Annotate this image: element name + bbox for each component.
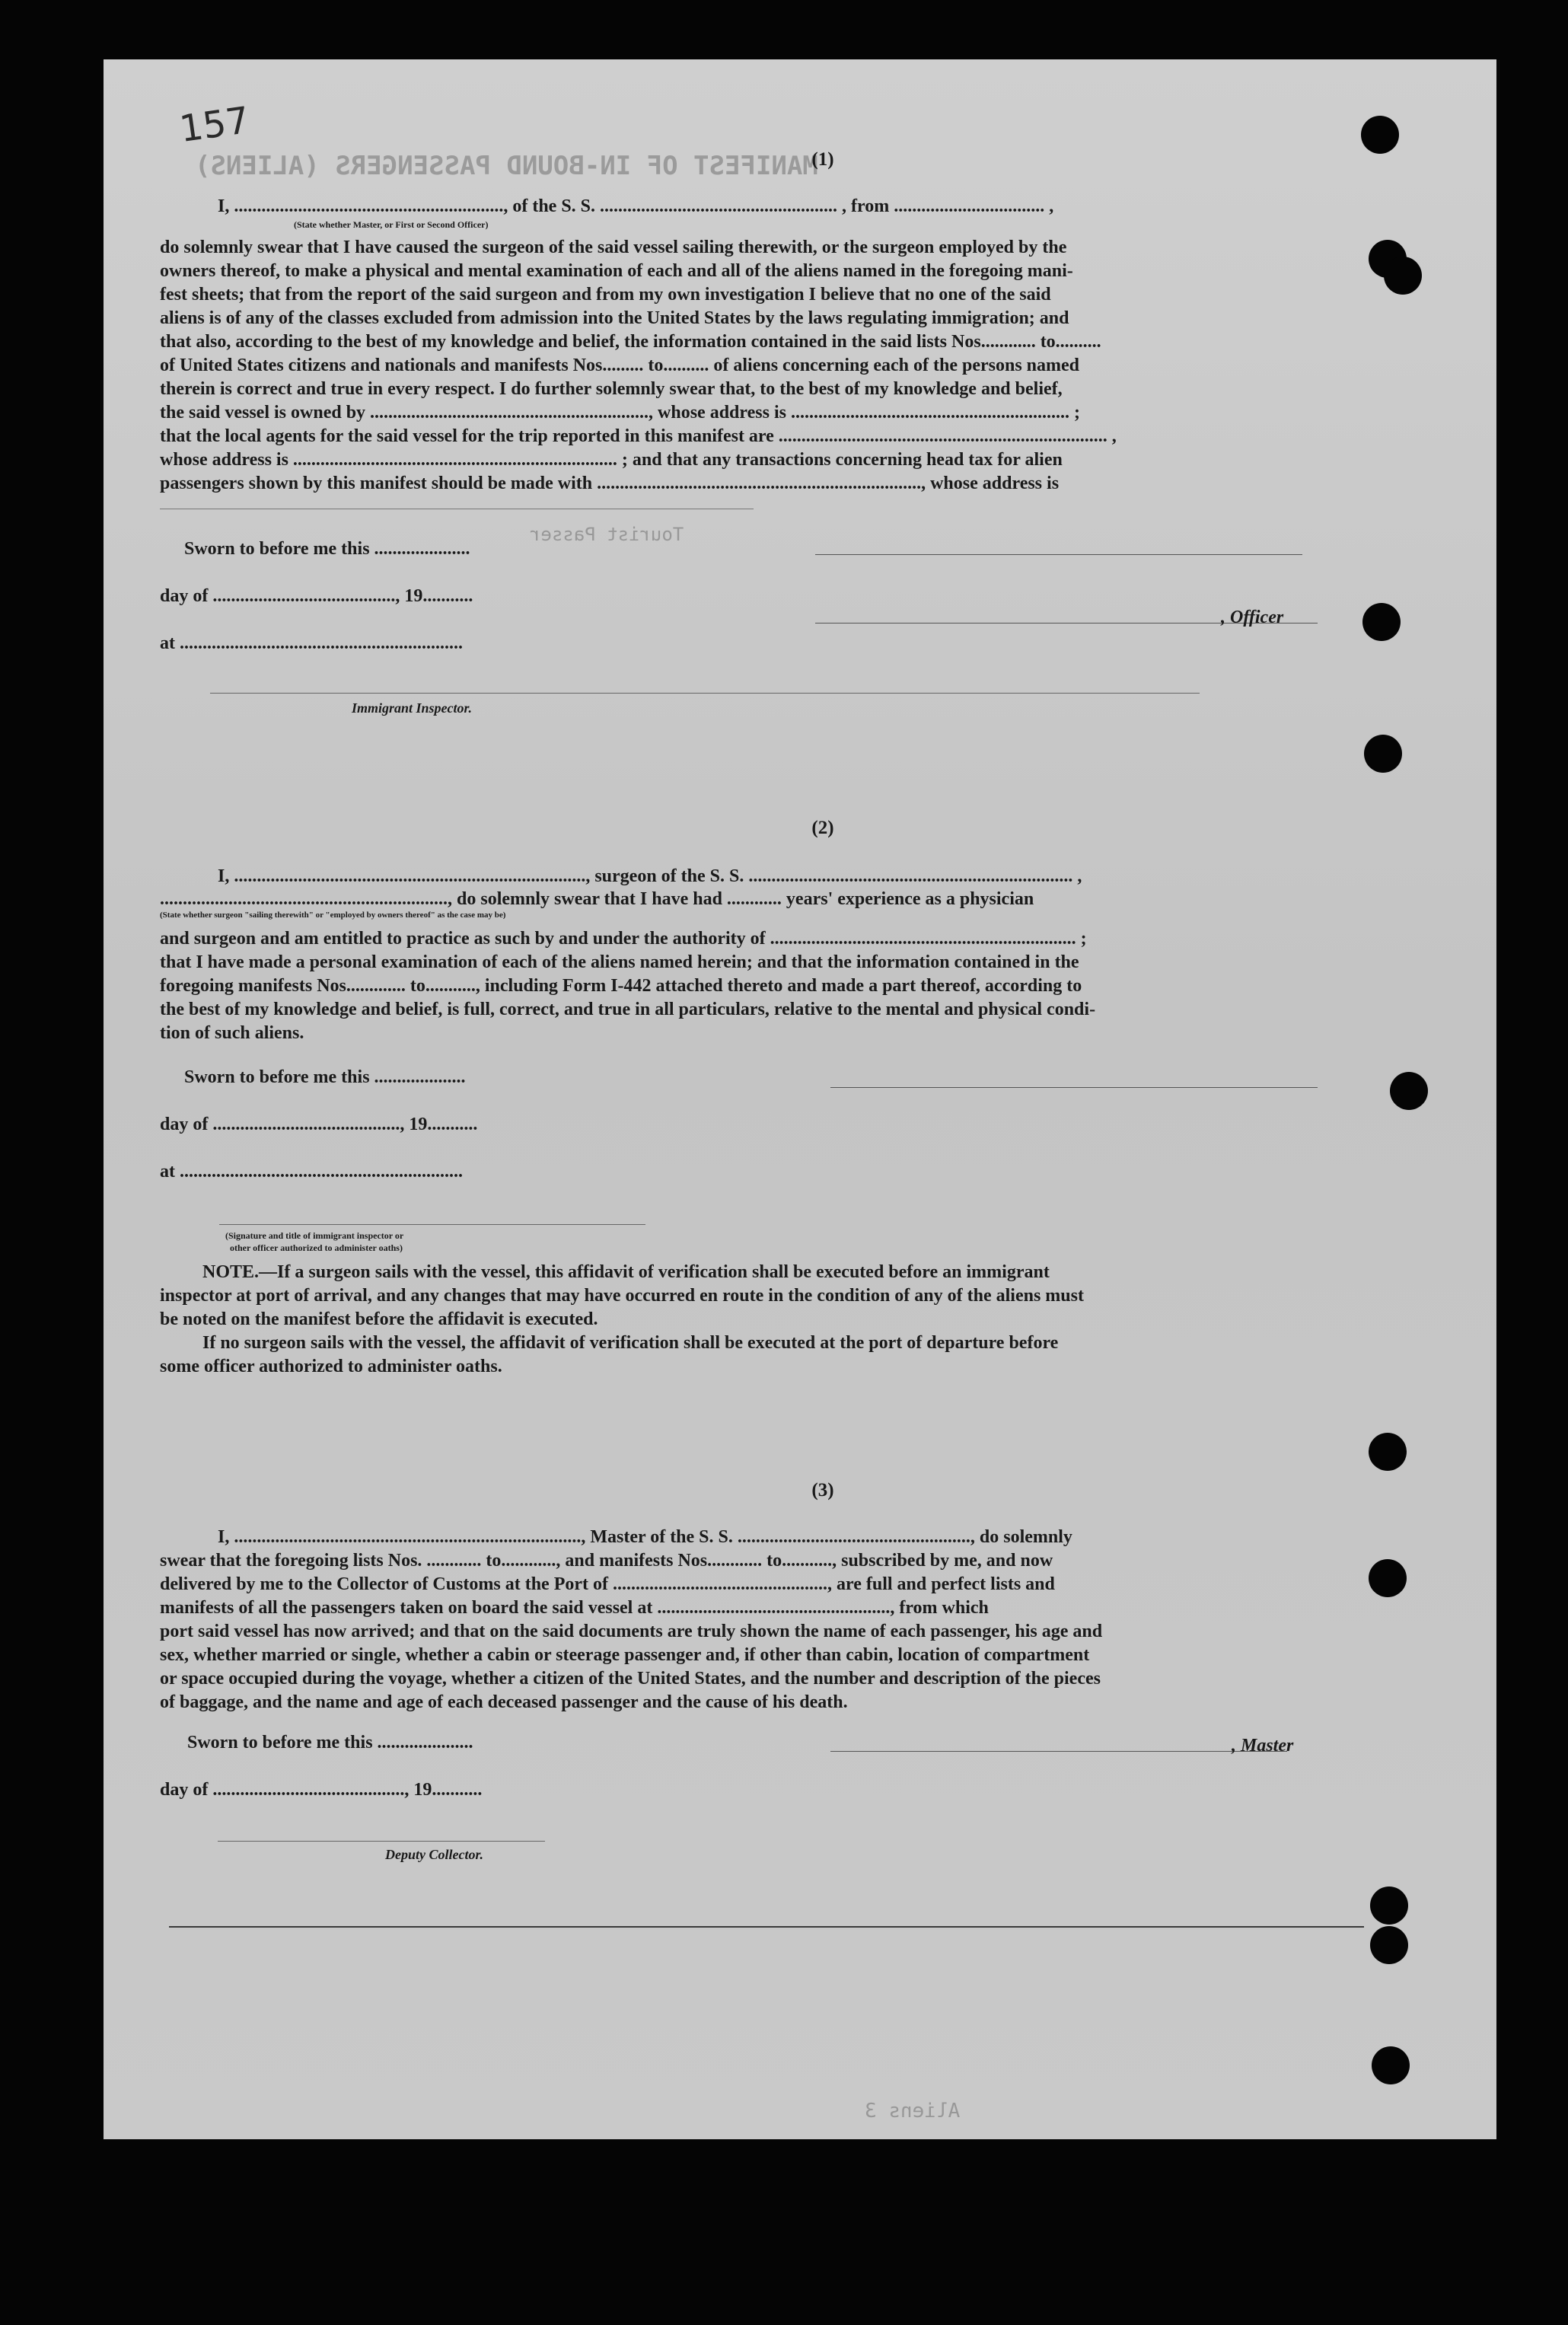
surgeon-signature-line (830, 1087, 1318, 1088)
text-line: swear that the foregoing lists Nos. ............ to............, and manifests Nos............ to..........., subscribed by me, and now (160, 1551, 1053, 1571)
text-line: the best of my knowledge and belief, is full, correct, and true in all particulars, relative to the mental and physical condi- (160, 1000, 1096, 1019)
text-line: passengers shown by this manifest should be made with ......................................................................., whose address is (160, 474, 1060, 493)
text-line: the said vessel is owned by ............................................................., whose address is ............................................................. ; (160, 403, 1080, 423)
text-line: and surgeon and am entitled to practice as such by and under the authority of ................................................................... ; (160, 929, 1087, 949)
collector-label: Deputy Collector. (385, 1847, 483, 1862)
day-line-1: day of ........................................, 19........... (160, 586, 473, 606)
text-line: foregoing manifests Nos............. to..........., including Form I-442 attached thereto and made a part thereof, according to (160, 976, 1082, 996)
section3-body (160, 1526, 1408, 1714)
day-line-3: day of .........................................., 19........... (160, 1780, 483, 1800)
sworn-line-3: Sworn to before me this ..................... (187, 1733, 473, 1753)
punch-hole (1369, 1559, 1407, 1597)
bleed-through-text: MANIFEST OF IN-BOUND PASSENGERS (ALIENS) (195, 151, 818, 181)
signature-line (815, 554, 1302, 555)
section1-intro-line: I, ..........................................................., of the S. S. .................................................... , from ................................. , (218, 196, 1054, 216)
text-line: that I have made a personal examination of each of the aliens named herein; and that the information contained in the (160, 952, 1079, 972)
punch-hole (1369, 1433, 1407, 1471)
bottom-rule (169, 1926, 1364, 1928)
inspector-signature-line (210, 693, 1200, 694)
inspector-label: Immigrant Inspector. (352, 700, 473, 716)
text-line: I, ............................................................................, Master of the S. S. ..................................................., do solemnly (218, 1527, 1072, 1547)
bleed-through-text: Tourist Passer (530, 524, 684, 545)
signature-caption-1: (Signature and title of immigrant inspector or (225, 1230, 404, 1241)
punch-hole (1384, 257, 1422, 295)
section-number-1: (1) (811, 149, 834, 170)
section2-body (160, 927, 1408, 1045)
inspector-signature-line-2 (219, 1224, 645, 1225)
note-line: be noted on the manifest before the affidavit is executed. (160, 1309, 598, 1329)
note-block (160, 1261, 1408, 1379)
punch-hole (1370, 1886, 1408, 1925)
section1-caption: (State whether Master, or First or Second Officer) (294, 219, 489, 230)
punch-hole (1362, 603, 1401, 641)
bleed-through-text: Aliens 3 (865, 2100, 961, 2122)
text-line: therein is correct and true in every respect. I do further solemnly swear that, to the best of my knowledge and belief, (160, 379, 1063, 399)
margin-number: 157 (177, 98, 253, 151)
note-line: NOTE.—If a surgeon sails with the vessel, this affidavit of verification shall be executed before an immigrant (202, 1262, 1050, 1282)
master-label: , Master (1232, 1736, 1294, 1756)
day-line-2: day of ........................................., 19........... (160, 1115, 478, 1134)
text-line: or space occupied during the voyage, whether a citizen of the United States, and the number and description of the pieces (160, 1669, 1101, 1689)
text-line: delivered by me to the Collector of Customs at the Port of ..............................................., are full and perfect lists and (160, 1574, 1055, 1594)
text-line: tion of such aliens. (160, 1023, 304, 1043)
text-line: port said vessel has now arrived; and that on the said documents are truly shown the name of each passenger, his age and (160, 1622, 1103, 1641)
section1-body (160, 236, 1408, 496)
text-line: that also, according to the best of my knowledge and belief, the information contained in the said lists Nos............ to.......... (160, 332, 1101, 352)
text-line: owners thereof, to make a physical and mental examination of each and all of the aliens named in the foregoing mani- (160, 261, 1073, 281)
section-number-2: (2) (811, 818, 834, 838)
note-line: If no surgeon sails with the vessel, the affidavit of verification shall be executed at the port of departure before (202, 1333, 1059, 1353)
text-line: that the local agents for the said vessel for the trip reported in this manifest are ........................................................................ , (160, 426, 1117, 446)
note-line: some officer authorized to administer oaths. (160, 1357, 502, 1376)
text-line: aliens is of any of the classes excluded from admission into the United States by the laws regulating immigration; and (160, 308, 1069, 328)
text-line: fest sheets; that from the report of the said surgeon and from my own investigation I believe that no one of the said (160, 285, 1051, 305)
text-line: of United States citizens and nationals and manifests Nos......... to.......... of aliens concerning each of the persons named (160, 356, 1080, 375)
text-line: do solemnly swear that I have caused the surgeon of the said vessel sailing therewith, or the surgeon employed by the (160, 238, 1067, 257)
officer-label: , Officer (1221, 608, 1284, 627)
master-signature-line (830, 1751, 1287, 1752)
punch-hole (1364, 735, 1402, 773)
section2-second-line: ..............................................................., do solemnly swear that I have had ............ years' experience as a physician (160, 889, 1034, 909)
section-number-3: (3) (811, 1480, 834, 1501)
text-line: sex, whether married or single, whether a cabin or steerage passenger and, if other than cabin, location of compartment (160, 1645, 1090, 1665)
text-line: whose address is ....................................................................... ; and that any transactions concerning head tax for alien (160, 450, 1063, 470)
collector-signature-line (218, 1841, 545, 1842)
sworn-line-2: Sworn to before me this .................... (184, 1067, 466, 1087)
signature-caption-2: other officer authorized to administer oaths) (230, 1242, 403, 1253)
sworn-line-1: Sworn to before me this ..................... (184, 539, 470, 559)
at-line-1: at .............................................................. (160, 633, 463, 653)
text-line: manifests of all the passengers taken on board the said vessel at ..................................................., from which (160, 1598, 989, 1618)
punch-hole (1372, 2046, 1410, 2084)
text-line: of baggage, and the name and age of each deceased passenger and the cause of his death. (160, 1692, 848, 1712)
manifest-page (104, 59, 1496, 2139)
at-line-2: at .............................................................. (160, 1162, 463, 1182)
punch-hole (1390, 1072, 1428, 1110)
section2-intro-line: I, ............................................................................., surgeon of the S. S. ....................................................................... , (218, 866, 1082, 886)
punch-hole (1370, 1926, 1408, 1964)
note-line: inspector at port of arrival, and any changes that may have occurred en route in the condition of any of the aliens must (160, 1286, 1084, 1306)
punch-hole (1361, 116, 1399, 154)
section2-caption: (State whether surgeon "sailing therewith" or "employed by owners thereof" as the case may be) (160, 911, 506, 920)
